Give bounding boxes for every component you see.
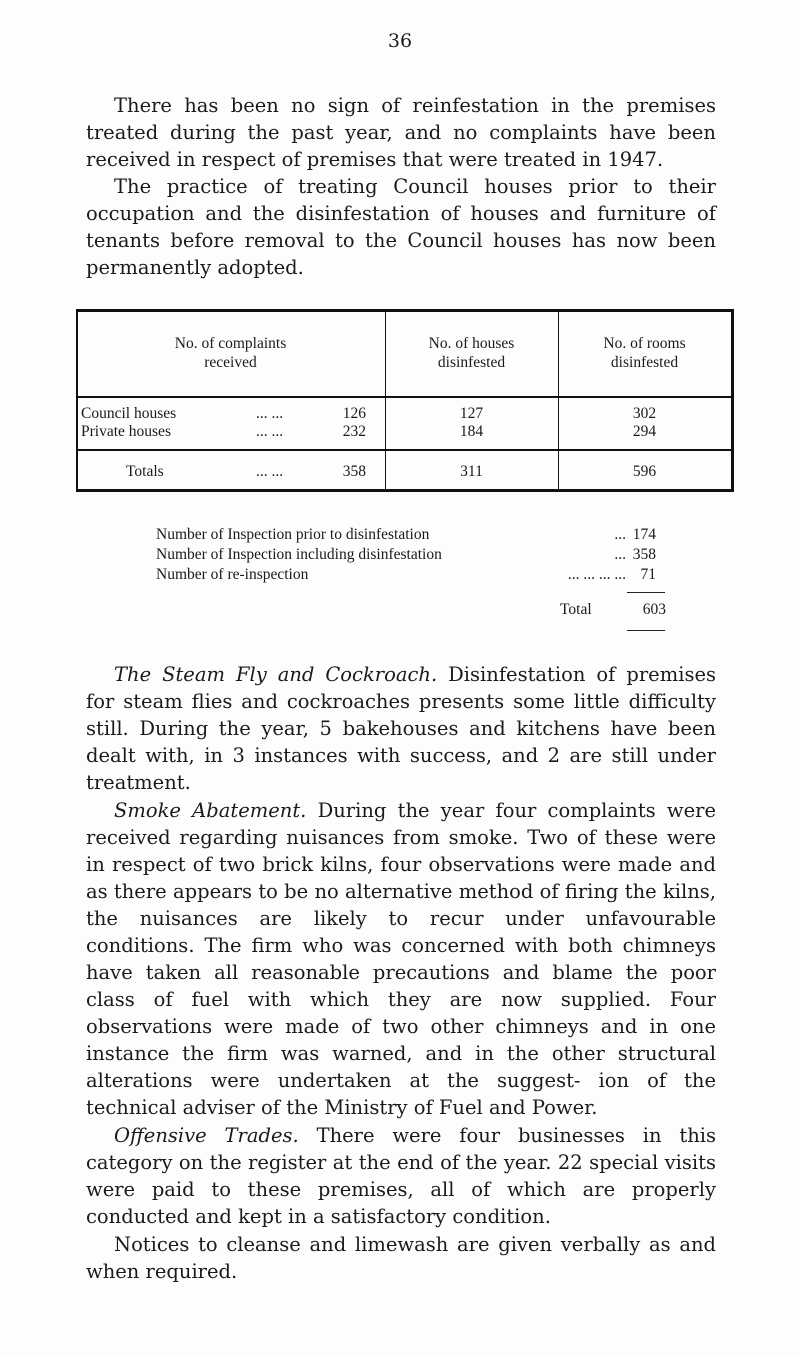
header-rooms — [558, 334, 731, 372]
table-header-rule — [76, 396, 734, 398]
total-rule-bottom — [627, 630, 665, 631]
header-rooms-line1: No. of rooms — [603, 335, 686, 352]
table-right-border — [731, 309, 734, 492]
heading-steam-fly: The Steam Fly and Cockroach. — [114, 663, 438, 686]
header-complaints — [76, 334, 385, 372]
text-smoke: During the year four complaints were received regarding nuisances from smoke. Two of these were in respect of two brick kilns, four observations were made and as there appears to be no alternative method of firing the kilns, the nuisances are likely to recur under unfavourable conditions. The firm who was concerned with both chimneys have taken all reasonable precautions and blame the poor class of fuel with which they are now supplied. Four observations were made of two other chimneys and in one instance the firm was warned, and in the other structural alterations were undertaken at the suggest- ion of the technical adviser of the Ministry of Fuel and Power. — [86, 799, 716, 1119]
inspection-leader: ... — [614, 546, 626, 563]
inspection-total-value: 603 — [642, 601, 666, 618]
row-leader: ... ... — [256, 423, 284, 440]
inspection-value: 71 — [640, 566, 656, 583]
inspection-value: 358 — [632, 546, 656, 563]
inspection-label: Number of re-inspection — [156, 566, 309, 583]
header-houses-line1: No. of houses — [428, 335, 515, 352]
inspection-label: Number of Inspection prior to disinfestation — [156, 526, 430, 543]
totals-label: Totals — [126, 463, 164, 480]
row-complaints: 126 — [342, 405, 366, 422]
list-item — [156, 545, 656, 565]
paragraph-steam-fly — [86, 661, 716, 796]
row-label: Private houses — [81, 423, 171, 440]
paragraph-smoke — [86, 797, 716, 1121]
header-houses-line2: disinfested — [437, 354, 506, 371]
heading-offensive: Offensive Trades. — [114, 1124, 299, 1147]
inspection-label: Number of Inspection including disinfestation — [156, 546, 442, 563]
paragraph-notices: Notices to cleanse and limewash are given verbally as and when required. — [86, 1233, 716, 1283]
row-houses: 127 — [459, 405, 484, 422]
inspection-list — [156, 525, 656, 585]
disinfestation-table — [76, 309, 734, 492]
row-complaints: 232 — [342, 423, 366, 440]
row-houses: 184 — [459, 423, 484, 440]
list-item — [156, 525, 656, 545]
table-totals-rule — [76, 449, 734, 451]
totals-rooms: 596 — [632, 463, 657, 480]
row-rooms: 294 — [632, 423, 657, 440]
list-item — [156, 565, 656, 585]
totals-houses: 311 — [460, 463, 483, 480]
paragraph-council-houses: The practice of treating Council houses prior to their occupation and the disinfestation of houses and furniture of tenants before removal to the Council houses has now been permanently adopted. — [86, 175, 716, 279]
text-steam-fly: Disinfestation of premises for steam flies and cockroaches presents some little difficulty still. During the year, 5 bakehouses and kitchens have been dealt with, in 3 instances with success, and 2 are still under treatment. — [86, 663, 716, 794]
header-complaints-line1: No. of complaints — [174, 335, 287, 352]
row-rooms: 302 — [632, 405, 657, 422]
header-complaints-line2: received — [204, 354, 257, 371]
paragraph-reinfestation: There has been no sign of reinfestation in the premises treated during the past year, and no complaints have been received in respect of premises that were treated in 1947. — [86, 94, 716, 171]
row-leader: ... ... — [256, 405, 284, 422]
inspection-leader: ... ... ... ... — [567, 566, 626, 583]
inspection-value: 174 — [632, 526, 656, 543]
heading-smoke: Smoke Abatement. — [114, 799, 307, 822]
header-rooms-line2: disinfested — [610, 354, 679, 371]
totals-complaints: 358 — [342, 463, 366, 480]
table-bottom-border — [76, 489, 734, 492]
inspection-leader: ... — [614, 526, 626, 543]
paragraph-offensive — [86, 1122, 716, 1230]
inspection-total-label: Total — [560, 601, 592, 618]
totals-leader: ... ... — [256, 463, 284, 480]
header-houses — [385, 334, 558, 372]
text-offensive: There were four businesses in this category on the register at the end of the year. 22 special visits were paid to these premises, all of which are properly conducted and kept in a satisfactory condition. — [86, 1124, 716, 1228]
table-top-border — [76, 309, 734, 312]
page-number: 36 — [387, 30, 413, 52]
total-rule-top — [627, 592, 665, 593]
row-label: Council houses — [81, 405, 177, 422]
